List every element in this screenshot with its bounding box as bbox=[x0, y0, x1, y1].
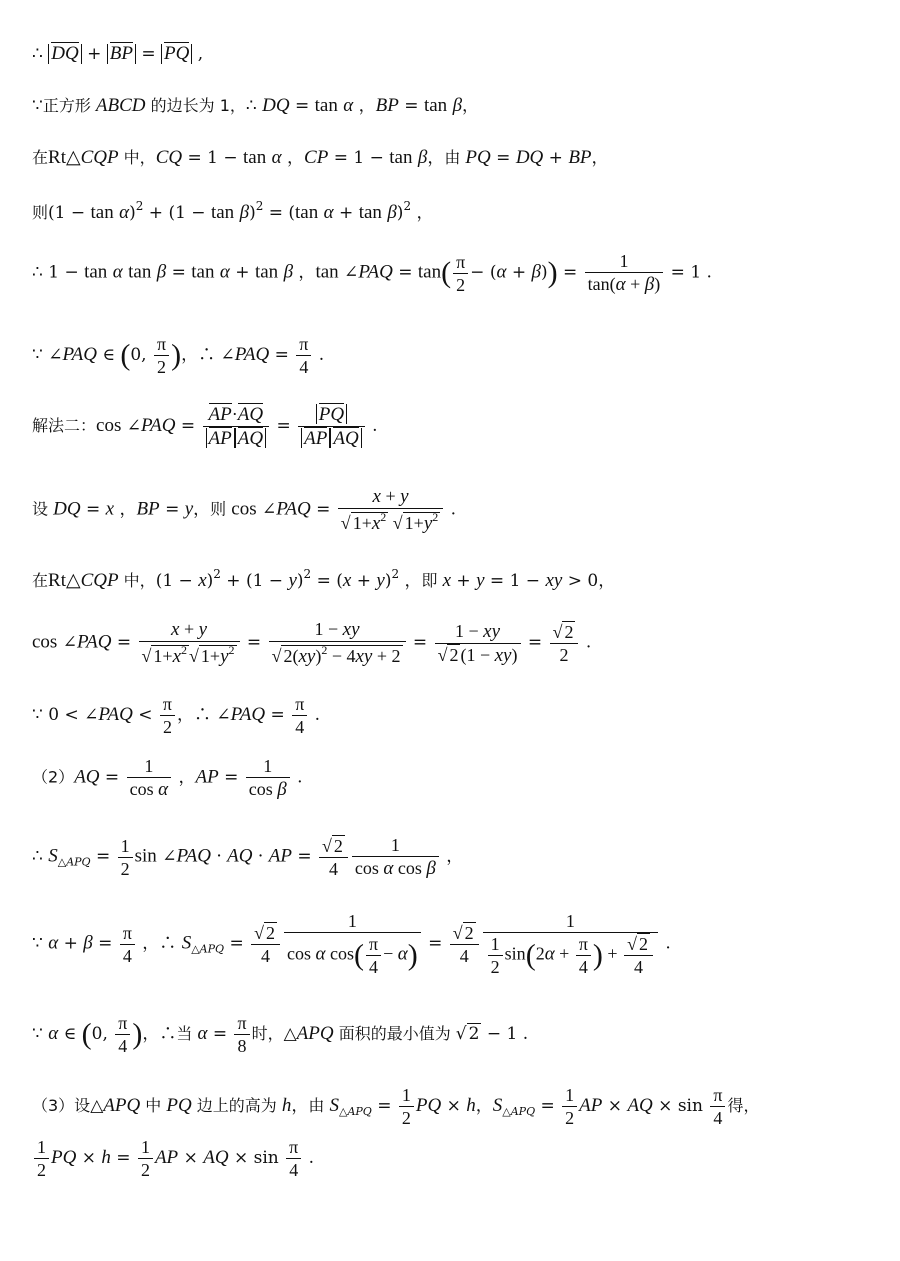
line-15: ∵ α ∈ (0, $\frac{\pi}{4}$ )，∴当 α = $\frac{\pi}{8}$ 时，△APQ 面积的最小值为 √ 2 − 1 . bbox=[32, 1013, 529, 1056]
line-17: $\frac{1}{2}$ PQ × h = $\frac{1}{2}$ AP × AQ × sin $\frac{\pi}{4}$ . bbox=[32, 1138, 314, 1179]
line-14: ∵ α + β = $\frac{\pi}{4}$ ，∴ $S_{\triangle APQ}$ = $\frac{√ 2}{4}$ 1 cos α cos( $\frac{\pi}{4}$ − α) = $\frac{√ 2}{4}$ 1 $\frac{1}{2}$ sin(2α + $\frac{\pi}{4}$ ) + $\frac{√ 2}{4}$ . bbox=[32, 911, 671, 977]
line-12: （2）AQ = $\frac{1}{\text{cos α}}$ ，AP = $\frac{1}{\text{cos β}}$ . bbox=[32, 756, 303, 800]
line-11: ∵ 0 < ∠PAQ < $\frac{\pi}{2}$ ，∴ ∠PAQ = $\frac{\pi}{4}$ . bbox=[32, 694, 321, 737]
line-10: cos ∠PAQ = $\frac{x + y}{√ 1+x^2 √ 1+y^2}$ = $\frac{1 - xy}{√ 2(xy)^2 - 4xy + 2}$ = $\frac{1 - xy}{√ 2 (1 - xy)}$ = $\frac{√ 2}{2}$ . bbox=[32, 619, 592, 667]
line-3: 在Rt△CQP 中，CQ = 1 − tan α ，CP = 1 − tan β，由 PQ = DQ + BP， bbox=[32, 147, 609, 168]
line-6: ∵ ∠PAQ ∈ (0, $\frac{\pi}{2}$ )，∴ ∠PAQ = $\frac{\pi}{4}$ . bbox=[32, 334, 325, 377]
line-9: 在Rt△CQP 中，$(1 - x)^2 + (1 - y)^2 = (x + y)^2$ ，即 x + y = 1 − xy > 0， bbox=[32, 567, 616, 591]
line-2: ∵正方形 ABCD 的边长为 1，∴ DQ = tan α ，BP = tan β， bbox=[32, 95, 480, 116]
line-8: 设 DQ = x ，BP = y，则 cos ∠PAQ = $\frac{x + y}{√ 1+x^2 √ 1+y^2}$ . bbox=[32, 486, 457, 534]
line-16: （3）设△APQ 中 PQ 边上的高为 h，由 $S_{\triangle APQ}$ = $\frac{1}{2}$ PQ × h，$S_{\triangle APQ}$ = $\frac{1}{2}$ AP × AQ × sin $\frac{\pi}{4}$ 得， bbox=[32, 1085, 760, 1128]
line-5: ∴ 1 − tan α tan β = tan α + tan β ，tan ∠PAQ = tan( $\frac{\pi}{2}$ − (α + β)) = $\frac{1}{\tan(\alpha + \beta)}$ = 1 . bbox=[32, 251, 712, 295]
line-1: ∴ DQ + BP = PQ , bbox=[32, 43, 204, 64]
line-7: 解法二：cos ∠PAQ = $\frac{AP\cdot AQ}{\text{AP AQ}}$ = $\frac{PQ}{\text{AP AQ}}$ . bbox=[32, 404, 378, 449]
line-13: ∴ $S_{\triangle APQ}$ = $\frac{1}{2}$ sin ∠PAQ · AQ · AP = $\frac{√ 2}{4}$ $\frac{1}{\text{cos α cos β}}$ ， bbox=[32, 835, 464, 879]
line-4: 则$(1 - \tan \alpha)^2 + (1 - \tan \beta)^2 = (\tan$ α + tan β)$^2$ ， bbox=[32, 199, 434, 223]
